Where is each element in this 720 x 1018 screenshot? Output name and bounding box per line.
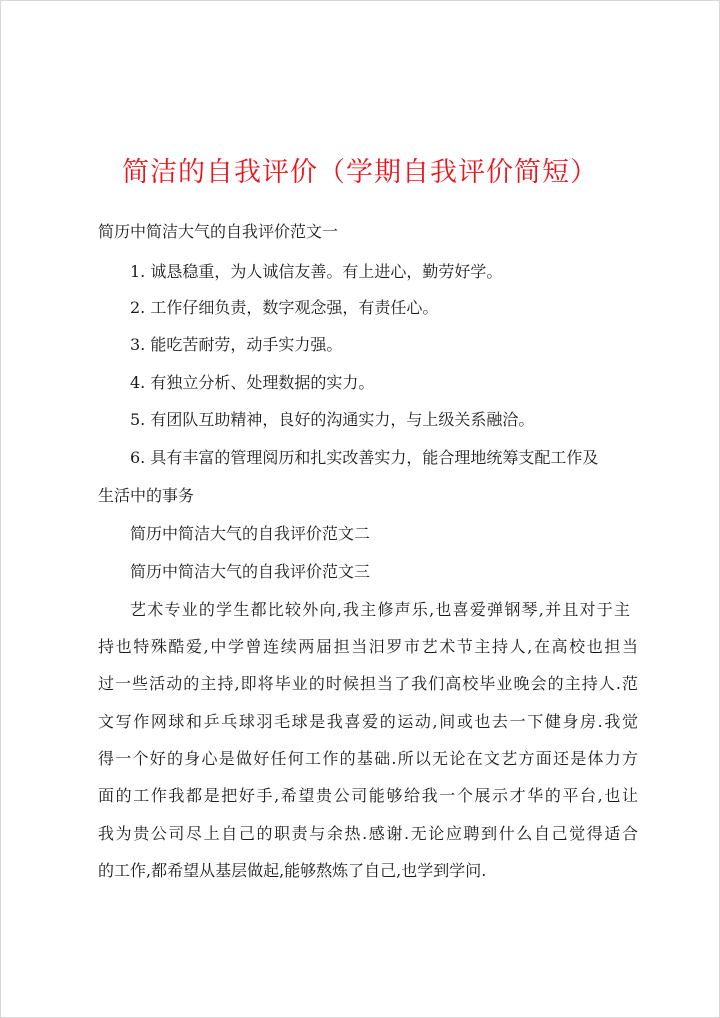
list-item-continuation: 生活中的事务 [98,486,195,505]
list-item: 5. 有团队互助精神，良好的沟通实力，与上级关系融洽。 [130,410,535,429]
paragraph-line: 持也特殊酷爱,中学曾连续两届担当汨罗市艺术节主持人,在高校也担当 [98,637,638,656]
list-item: 2. 工作仔细负责，数字观念强，有责任心。 [130,298,439,317]
document-title: 简洁的自我评价（学期自我评价简短） [122,157,598,188]
paragraph-line: 艺术专业的学生都比较外向,我主修声乐,也喜爱弹钢琴,并且对于主 [130,600,630,619]
list-item: 4. 有独立分析、处理数据的实力。 [130,373,375,392]
paragraph-line: 文写作网球和乒乓球羽毛球是我喜爱的运动,间或也去一下健身房.我觉 [98,712,638,731]
paragraph-line: 过一些活动的主持,即将毕业的时候担当了我们高校毕业晚会的主持人.范 [98,674,638,693]
section-heading-3: 简历中简洁大气的自我评价范文三 [130,562,371,581]
paragraph-line: 我为贵公司尽上自己的职责与余热.感谢.无论应聘到什么自己觉得适合 [98,824,638,843]
section-heading-2: 简历中简洁大气的自我评价范文二 [130,524,371,543]
list-item: 1. 诚恳稳重，为人诚信友善。有上进心，勤劳好学。 [130,262,503,281]
list-item: 6. 具有丰富的管理阅历和扎实改善实力，能合理地统筹支配工作及 [130,448,599,467]
list-item: 3. 能吃苦耐劳，动手实力强。 [130,335,343,354]
paragraph-line: 得一个好的身心是做好任何工作的基础.所以无论在文艺方面还是体力方 [98,749,638,768]
paragraph-line: 的工作,都希望从基层做起,能够熬炼了自己,也学到学问. [98,861,487,880]
section-heading-1: 简历中简洁大气的自我评价范文一 [98,222,339,241]
paragraph-line: 面的工作我都是把好手,希望贵公司能够给我一个展示才华的平台,也让 [98,786,638,805]
